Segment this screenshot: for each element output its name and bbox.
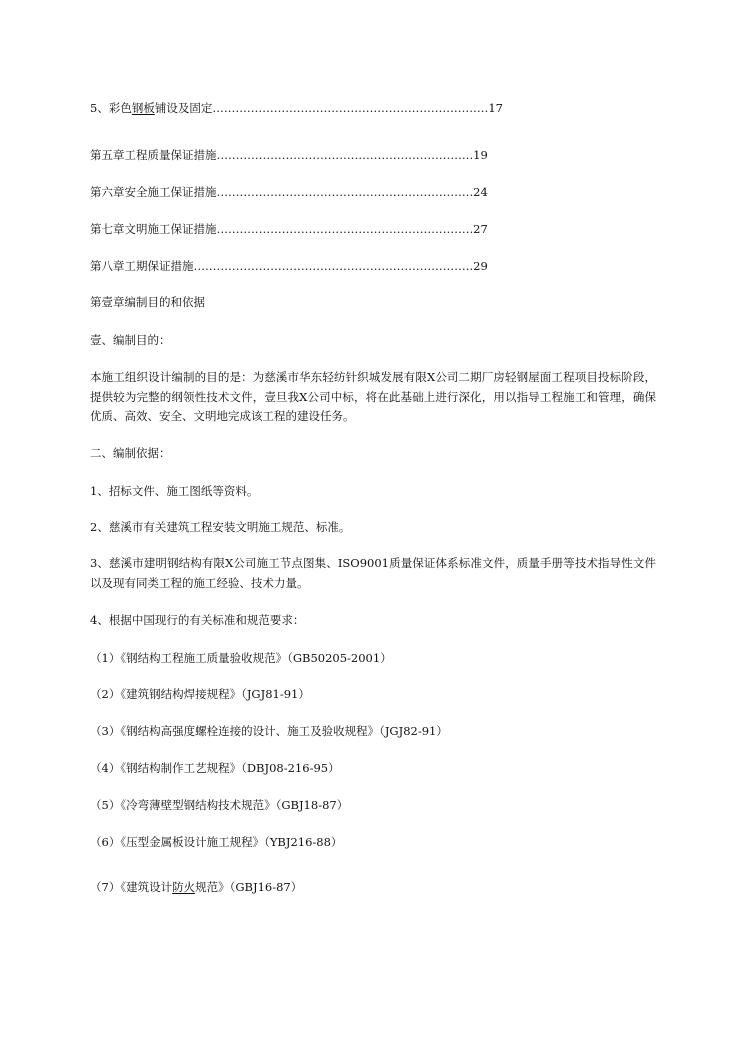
toc-page: 17: [488, 101, 503, 115]
toc-label: 第六章安全施工保证措施: [90, 185, 217, 199]
toc-item[interactable]: [90, 220, 488, 239]
standard-item: （2）《建筑钢结构焊接规程》（JGJ81-91）: [90, 687, 310, 701]
toc-page: .27: [469, 222, 488, 236]
toc-page: .29: [469, 259, 488, 273]
toc-label: 5、彩色: [90, 101, 132, 115]
toc-item[interactable]: [90, 99, 503, 118]
standard-item: （1）《钢结构工程施工质量验收规范》（GB50205-2001）: [90, 651, 392, 665]
standard-item: （5）《冷弯薄壁型钢结构技术规范》（GBJ18-87）: [90, 798, 349, 812]
chapter-title: 第壹章编制目的和依据: [90, 295, 205, 309]
section-title: 二、编制依据：: [90, 446, 171, 460]
standard-item: （4）《钢结构制作工艺规程》（DBJ08-216-95）: [90, 761, 340, 775]
toc-label: 第七章文明施工保证措施: [90, 222, 217, 236]
basis-item: 2、慈溪市有关建筑工程安装文明施工规范、标准。: [90, 520, 351, 534]
toc-page: .19: [469, 148, 488, 162]
standard-item: （3）《钢结构高强度螺栓连接的设计、施工及验收规程》（JGJ82-91）: [90, 724, 448, 738]
paragraph: 本施工组织设计编制的目的是：为慈溪市华东轻纺针织城发展有限X公司二期厂房轻钢屋面工程项目投标阶段，提供较为完整的纲领性技术文件，壹旦我X公司中标，将在此基础上进行深化，用以指导工程施工和管理，确保优质、高效、安全、文明地完成该工程的建设任务。: [90, 370, 656, 423]
basis-item: 4、根据中国现行的有关标准和规范要求：: [90, 613, 305, 627]
section-title: 壹、编制目的：: [90, 333, 171, 347]
toc-leader: ………………………………………………………………: [212, 101, 489, 115]
toc-label: 铺设及固定: [154, 101, 213, 115]
toc-leader: …………………………………………………………: [216, 222, 470, 236]
toc-page: .24: [469, 185, 488, 199]
basis-item: 3、慈溪市建明钢结构有限X公司施工节点图集、ISO9001质量保证体系标准文件，质量手册等技术指导性文件以及现有同类工程的施工经验、技术力量。: [90, 556, 656, 590]
toc-label-underlined: 钢板: [131, 101, 155, 115]
standard-text: 规范》（GBJ16-87）: [195, 880, 303, 894]
toc-leader: ………………………………………………………………: [193, 259, 470, 273]
toc-item[interactable]: [90, 183, 488, 202]
standard-text-underlined: 防火: [172, 880, 196, 894]
standard-item: （6）《压型金属板设计施工规程》（YBJ216-88）: [90, 835, 343, 849]
toc-item[interactable]: [90, 146, 488, 165]
toc-item[interactable]: [90, 257, 488, 276]
toc-label: 第五章工程质量保证措施: [90, 148, 217, 162]
basis-item: 1、招标文件、施工图纸等资料。: [90, 484, 259, 498]
toc-leader: …………………………………………………………: [216, 148, 470, 162]
standard-item: [90, 878, 302, 897]
toc-label: 第八章工期保证措施: [90, 259, 194, 273]
toc-leader: …………………………………………………………: [216, 185, 470, 199]
standard-text: （7）《建筑设计: [90, 880, 173, 894]
